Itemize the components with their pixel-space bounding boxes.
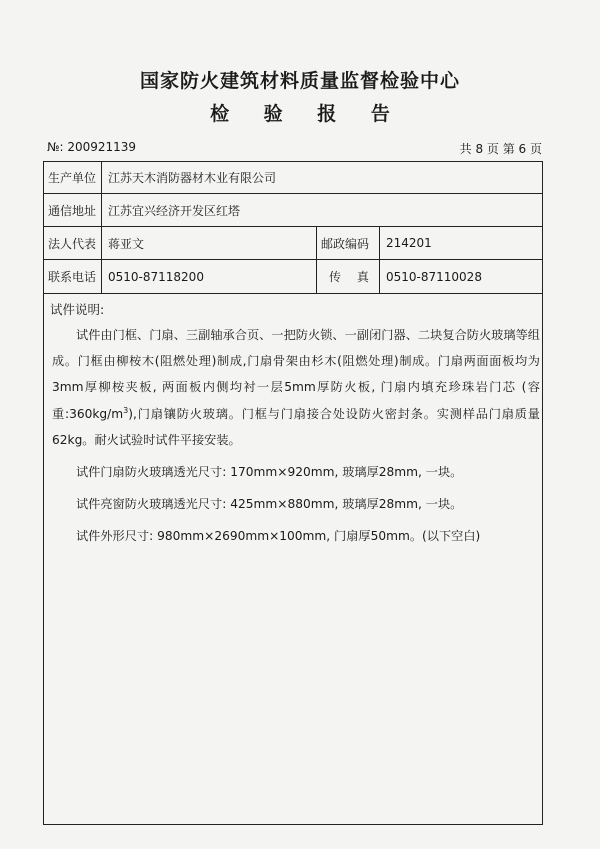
representative-value: 蒋亚文: [102, 227, 317, 259]
report-number: №: 200921139: [47, 140, 137, 154]
row-address: [44, 194, 542, 227]
transom-glass-size: 试件亮窗防火玻璃透光尺寸: 425mm×880mm, 玻璃厚28mm, 一块。: [76, 497, 463, 512]
overall-dimensions: 试件外形尺寸: 980mm×2690mm×100mm, 门扇厚50mm。(以下空白): [76, 529, 481, 544]
address-label: 通信地址: [44, 194, 102, 226]
description-text-part2: ),门扇镶防火玻璃。门框与门扇接合处设防火密封条。实测样品门扇质量62kg。耐火试验时试件平接安装。: [52, 406, 540, 447]
institution-title: 国家防火建筑材料质量监督检验中心: [139, 70, 460, 92]
page-indicator: 共 8 页 第 6 页: [459, 142, 542, 156]
manufacturer-value: 江苏天木消防器材木业有限公司: [108, 171, 277, 185]
postcode-value: 214201: [386, 236, 432, 250]
address-value: 江苏宜兴经济开发区红塔: [108, 203, 241, 218]
representative-label: 法人代表: [44, 227, 102, 259]
manufacturer-label: 生产单位: [44, 162, 102, 193]
fax-label: 传 真: [317, 260, 380, 293]
unit-superscript: 3: [123, 405, 129, 415]
row-phone: [44, 260, 542, 294]
phone-label: 联系电话: [44, 260, 102, 293]
fax-value: 0510-87110028: [386, 269, 482, 284]
report-form: [43, 161, 543, 825]
description-heading: 试件说明:: [50, 302, 105, 317]
description-body: [52, 322, 540, 549]
door-glass-size: 试件门扇防火玻璃透光尺寸: 170mm×920mm, 玻璃厚28mm, 一块。: [76, 465, 463, 480]
row-manufacturer: [44, 162, 542, 194]
description-paragraph: [52, 322, 540, 453]
phone-value: 0510-87118200: [102, 260, 317, 293]
description-text-part1: 试件由门框、门扇、三副轴承合页、一把防火锁、一副闭门器、二块复合防火玻璃等组成。门框由柳桉木(阻燃处理)制成,门扇骨架由杉木(阻燃处理)制成。门扇两面面板均为3mm厚柳桉夹板, 两面板内侧均衬一层5mm厚防火板, 门扇内填充珍珠岩门芯 (容重:360kg/m: [52, 328, 540, 421]
row-representative: [44, 227, 542, 260]
postcode-label: 邮政编码: [317, 227, 380, 259]
document-title: 检 验 报 告: [210, 103, 404, 125]
